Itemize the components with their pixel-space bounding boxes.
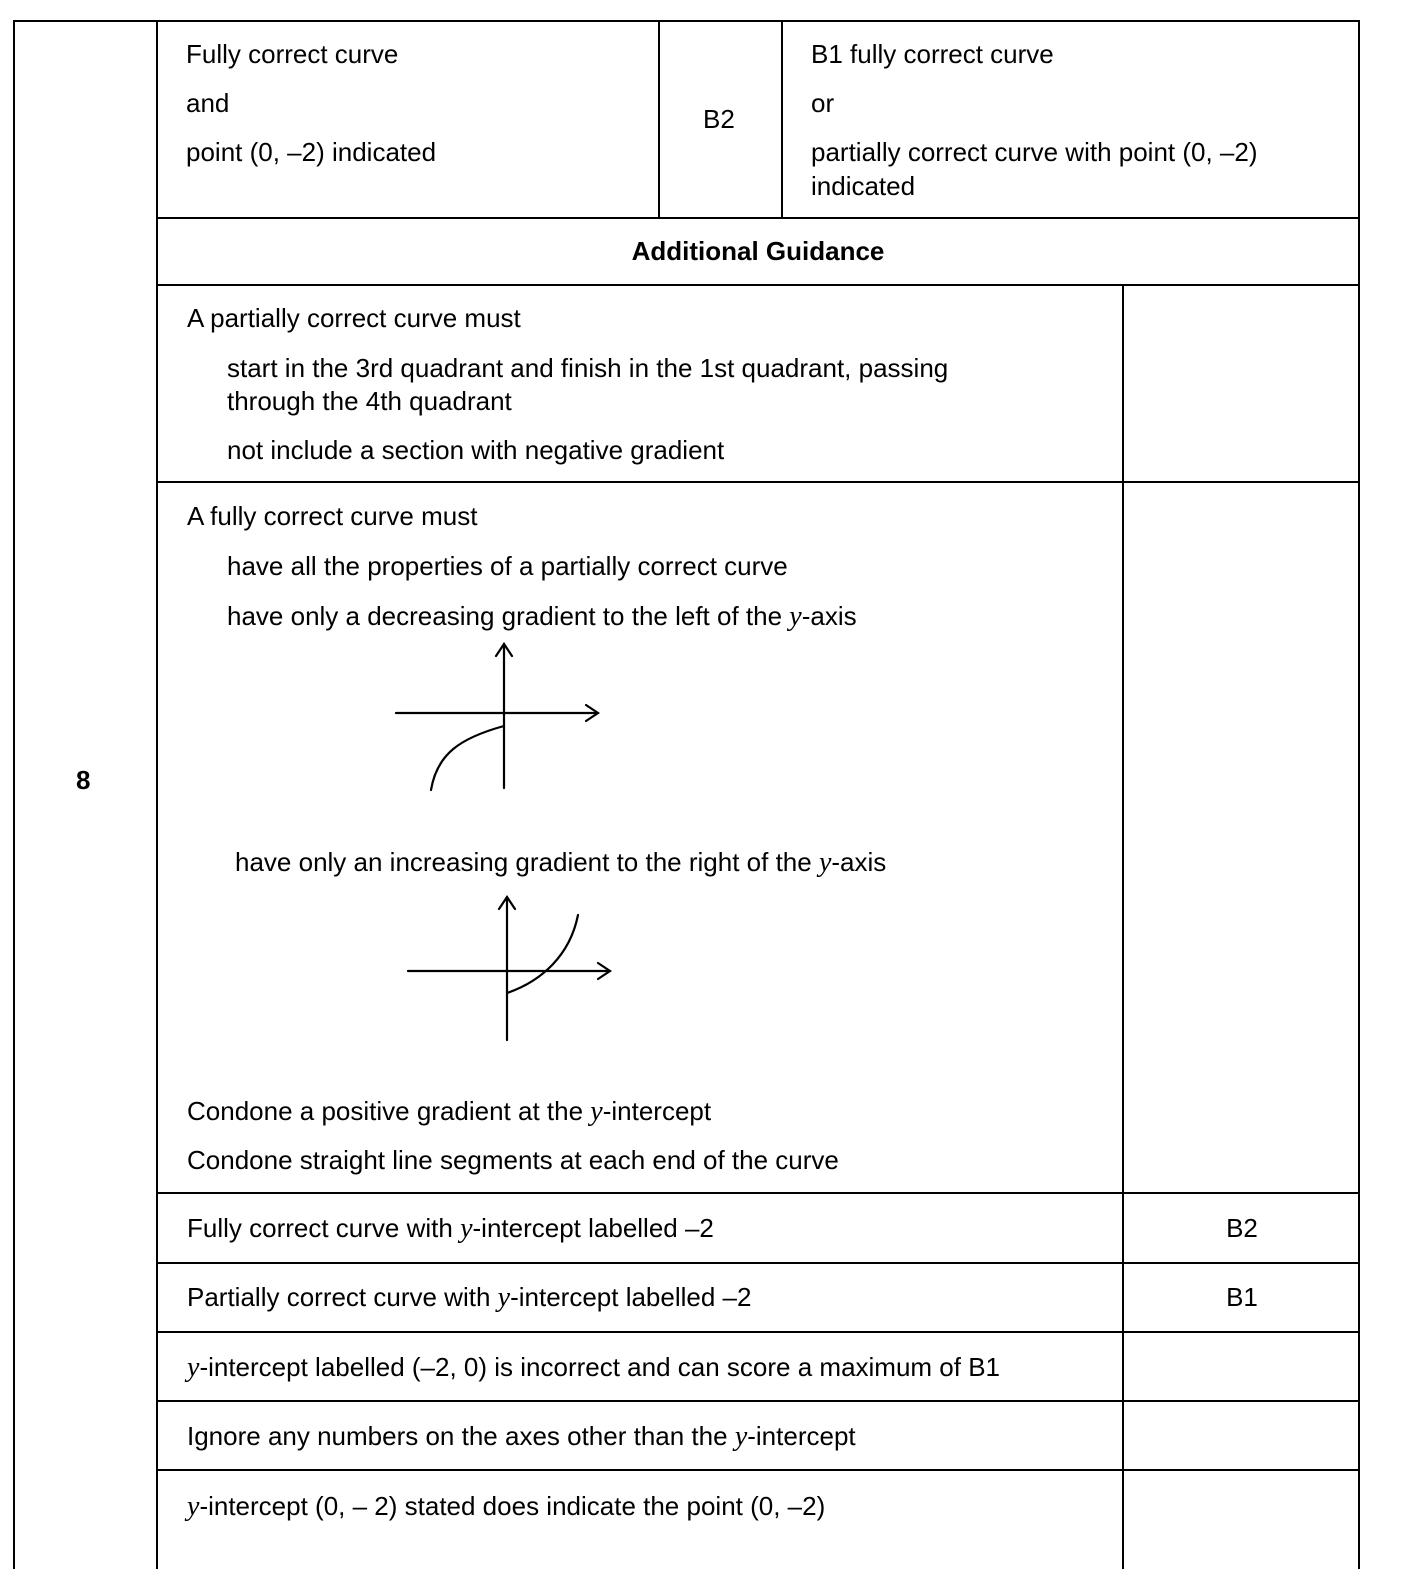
guidance-row-text: y-intercept labelled (–2, 0) is incorrect and can score a maximum of B1 (187, 1352, 1001, 1383)
mark-column-divider-right (781, 20, 783, 219)
guidance-row-text: y-intercept (0, – 2) stated does indicate the point (0, –2) (187, 1491, 826, 1522)
guidance-row-text: Fully correct curve with y-intercept labelled –2 (187, 1213, 714, 1244)
row-divider (156, 1469, 1360, 1471)
partial-point: through the 4th quadrant (227, 386, 512, 416)
y-variable: y (789, 601, 802, 632)
y-variable: y (734, 1421, 748, 1452)
partial-intro: A partially correct curve must (187, 303, 521, 333)
row-divider (156, 1331, 1360, 1333)
top-border (13, 20, 1360, 22)
guidance-row-mark: B1 (1226, 1282, 1258, 1312)
partial-point: not include a section with negative gradient (227, 435, 725, 465)
outer-left-border (13, 20, 15, 1569)
comment-line: indicated (811, 171, 916, 201)
mark-column-divider-left (658, 20, 660, 219)
full-intro: A fully correct curve must (187, 501, 478, 531)
comment-line: or (811, 88, 835, 118)
guidance-row-mark: B2 (1226, 1213, 1258, 1243)
question-number: 8 (76, 765, 91, 795)
answer-line: Fully correct curve (186, 39, 399, 69)
condone-line: Condone a positive gradient at the y-intercept (187, 1096, 712, 1127)
guidance-row-text: Partially correct curve with y-intercept labelled –2 (187, 1282, 752, 1313)
row-divider (156, 1400, 1360, 1402)
y-variable: y (187, 1352, 200, 1383)
y-variable: y (818, 847, 832, 878)
row-divider (156, 1192, 1360, 1194)
comment-line: partially correct curve with point (0, –2) (811, 137, 1258, 167)
mark-cell: B2 (703, 104, 735, 134)
full-point: have all the properties of a partially correct curve (227, 551, 788, 581)
left-gradient-sketch (380, 630, 620, 800)
comment-line: B1 fully correct curve (811, 39, 1054, 69)
right-gradient-sketch (392, 885, 632, 1055)
partial-point: start in the 3rd quadrant and finish in the 1st quadrant, passing (227, 353, 949, 383)
guidance-row-text: Ignore any numbers on the axes other than the y-intercept (187, 1421, 856, 1452)
full-point: have only an increasing gradient to the right of the y-axis (235, 847, 887, 878)
answer-line: point (0, –2) indicated (186, 137, 437, 167)
condone-line: Condone straight line segments at each end of the curve (187, 1145, 839, 1175)
row-divider (156, 284, 1360, 286)
row-divider (156, 481, 1360, 483)
guidance-mark-divider (1122, 284, 1124, 1569)
y-variable: y (187, 1491, 200, 1522)
y-variable: y (460, 1213, 473, 1244)
y-variable: y (497, 1282, 511, 1313)
guidance-heading: Additional Guidance (631, 236, 885, 266)
y-variable: y (590, 1096, 603, 1127)
answer-line: and (186, 88, 230, 118)
row-divider (156, 1262, 1360, 1264)
row-divider (156, 217, 1360, 219)
full-point: have only a decreasing gradient to the left of the y-axis (227, 601, 857, 632)
